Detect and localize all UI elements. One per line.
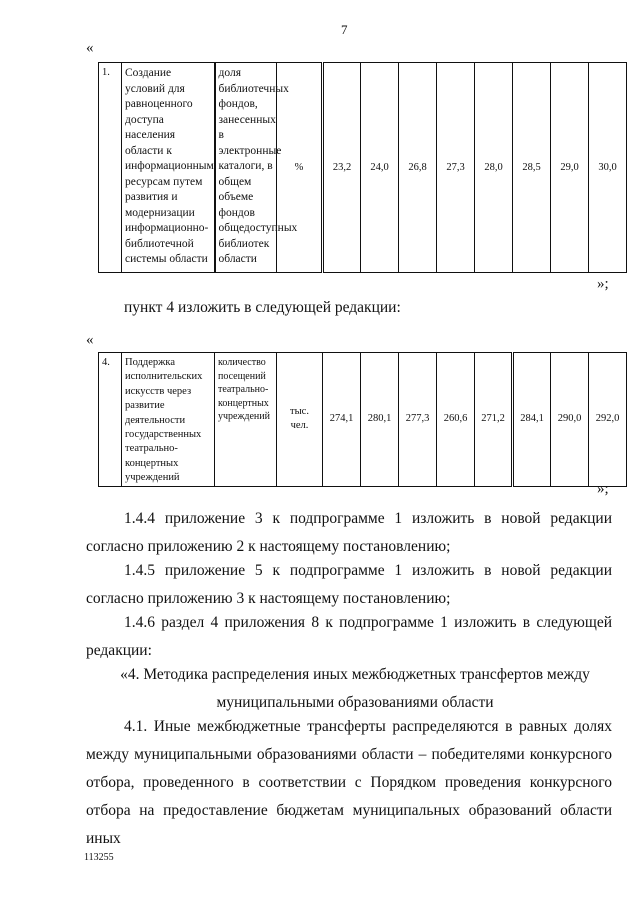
paragraph-1-4-4: 1.4.4 приложение 3 к подпрограмме 1 изложить в новой редакции согласно приложению 2 к настоящему постановлению; <box>86 510 612 555</box>
table2-value: 290,0 <box>551 353 589 487</box>
table2-value: 277,3 <box>399 353 437 487</box>
table2-value: 271,2 <box>475 353 513 487</box>
table2-unit: тыс. чел. <box>277 353 323 487</box>
document-id: 113255 <box>84 852 114 863</box>
paragraph-4-1: 4.1. Иные межбюджетные трансферты распределяются в равных долях между муниципальными образованиями области – победителями конкурсного отбора, проведенного в соответствии с Порядком проведения конкурсного отбора на предоставление бюджетам муниципальных образований области иных <box>86 718 612 847</box>
closing-quote-table1: »; <box>597 276 609 292</box>
indicator-table-2 <box>98 352 627 487</box>
indicator-table-1 <box>98 62 627 273</box>
table1-unit: % <box>277 63 323 273</box>
table1-value: 30,0 <box>589 63 627 273</box>
closing-quote-table2: »; <box>597 481 609 497</box>
point4-instruction: пункт 4 изложить в следующей редакции: <box>124 299 401 316</box>
paragraph-1-4-6: 1.4.6 раздел 4 приложения 8 к подпрограмме 1 изложить в следующей редакции: <box>86 614 612 659</box>
table1-row-title: Создание условий для равноценного доступа населения области к информационным ресурсам путем развития и модернизации информационно-библиотечной системы области <box>122 63 215 273</box>
table2-row-number: 4. <box>99 353 122 487</box>
table1-value: 24,0 <box>361 63 399 273</box>
table2-value: 280,1 <box>361 353 399 487</box>
table2-value: 274,1 <box>323 353 361 487</box>
table1-row-number: 1. <box>99 63 122 273</box>
table1-value: 29,0 <box>551 63 589 273</box>
paragraph-1-4-5: 1.4.5 приложение 5 к подпрограмме 1 изложить в новой редакции согласно приложению 3 к настоящему постановлению; <box>86 562 612 607</box>
table1-value: 28,0 <box>475 63 513 273</box>
table2-row-indicator: количество посещений театрально-концертных учреждений <box>215 353 277 487</box>
table1-value: 27,3 <box>437 63 475 273</box>
table2-value: 284,1 <box>513 353 551 487</box>
section-heading: «4. Методика распределения иных межбюджетных трансфертов между муниципальными образованиями области <box>120 666 590 711</box>
page-number: 7 <box>341 22 348 37</box>
table2-value: 292,0 <box>589 353 627 487</box>
opening-quote-table1: « <box>86 40 94 56</box>
opening-quote-table2: « <box>86 332 94 348</box>
table2-row-title: Поддержка исполнительских искусств через развитие деятельности государственных театрально-концертных учреждений <box>122 353 215 487</box>
table1-value: 26,8 <box>399 63 437 273</box>
table1-value: 23,2 <box>323 63 361 273</box>
table2-value: 260,6 <box>437 353 475 487</box>
table1-value: 28,5 <box>513 63 551 273</box>
table1-row-indicator: доля библиотечных фондов, занесенных в электронные каталоги, в общем объеме фондов общедоступных библиотек области <box>215 63 277 273</box>
